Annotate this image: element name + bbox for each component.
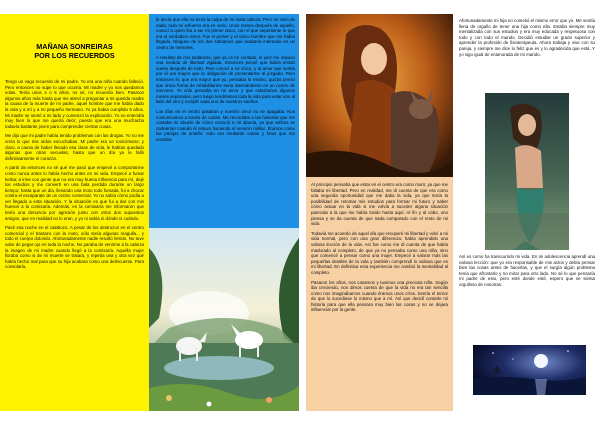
column-4 — [453, 14, 600, 411]
column-2-text — [149, 14, 299, 142]
paragraph: Pasé esa noche en el calabozo. A pesar de los destrozos en el centro comercial y el trastazo con la moto, sólo tenía algunas magulla... y todo el cuerpo dolorido. Afortunadamente nadie resultó herido. No tuve valor de pegar ojo en toda la noche. No paraba de venirme a la cabeza la imagen de mi madre cuando llegó a la comisaría. Aquella mujer lloraba como si de mi muerte se tratara, y repetía una y otra vez qué había hecho mal para que su hija acabara como una delincuente. Para consolarla, — [5, 225, 144, 270]
column-4-top-text — [453, 14, 600, 57]
paragraph: Al principio pensaba que estar en el centro era como morir, ya que me faltaba mi libertad. Pero en realidad, me di cuenta de que era como una segunda oportunidad que me daba la vida, ya que tenía la posibilidad de retomar mis estudios para formar mi futuro y saber cómo actuar en la vida si me volvía a suceder alguna situación parecida a la que me había traído hasta aquí. Al fin y al cabo, uno piensa y se da cuenta de que nada comparado con el resto de mi vida. — [311, 182, 448, 227]
column-4-bottom-text — [453, 250, 600, 292]
column-1 — [0, 14, 149, 411]
paragraph: Así es como ha transcurrido mi vida. En mi adolescencia aprendí una valiosa lección: que yo era responsable de mis actos y debía pensar bien las cosas antes de hacerlas, y que el surgía algún problema tenía que afrontarlo y no mirar para otro lado. No sé lo que pensaría mi padre de esto, pero esté donde esté, espero que se sienta orgulloso de nosotras. — [459, 254, 595, 287]
paragraph: Me dijo que mi padre había tenido problemas con las drogas. Yo no me creía lo que mis oídos escuchaban. Mi padre era un toxicómano; y claro, a causa de haber llevado esa clase de vida, le habían quedado algunas que otras secuelas, hasta que un día ya le falló definitivamente el corazón. — [5, 133, 144, 161]
mermaid-illustration — [485, 93, 569, 250]
paragraph: Los días en el centro pasaban y nuestro amor no se apagaba. Nos comunicamos a través de cartas. Me recordaba a las historias que me contaba mi abuelo de cómo conoció a mi abuela, ya que ambos se cartearían cuando él estuvo haciendo el servicio militar. Éramos como las parejas de antaño: todo era mediante cartas y fotos que me enviaba. — [156, 108, 295, 142]
woman-with-wolf-illustration — [306, 14, 453, 177]
paragraph: A partir de entonces no sé qué me pasó que empecé a comportarme como nunca antes lo había hecho antes en mi vida. Empecé a fumar tierba; a irme con gente que no era muy buena influencia para mí, dejé los estudios y me convertí en una bala perdida durante un largo tiempo; hasta que un día, llevando una moto todo fumada, fui a chocar contra el escaparate de un centro comercial. Yo no sabía cómo podía a ver llegado a esta situación. Y la situación es que fui a dar con mis huesos a la comisaría. Además, en la comisaría me informaron que tenía una denuncia por agresión junto con otros dos supuestos amigos, que en realidad no lo eran, y yo ni sabía ni dónde ni cuándo. — [5, 165, 144, 221]
paragraph: Afortunadamente mi hija no cometió el mismo error que yo. Me sentía llena de orgullo de tener una hija como ella. Estaba siempre muy mentalizada con sus estudios y era muy educada y respetuosa con todo y con todo el mundo. Decidió estudiar un grado superior y aprender la profesión de fisioterapeuta. Ahora trabaja y vive con su pareja, y siempre me dice lo feliz que es y lo agradecida que está. Y yo sigo igual de enamorada de mi marido. — [459, 18, 595, 57]
paragraph: Tengo un vago recuerdo de mi padre. Yo era una niña cuando falleció. Pero entonces no supe lo que ocurría. Mi madre y yo nos quedamos solas. Tenía unos 4 o 5 años, no sé, no recuerdo bien. Pasaron algunos años más hasta que me atreví a preguntar a mi querida madre la causa de la muerte de mi padre, aquel hombre que me había dado la vida y a mí y a mi pequeño hermano. Yo ya había cumplido 9 años. Mi madre se sentó a mi lado y comenzó la explicación. Yo no entendía muy bien lo que me quería decir, puesto que era una muchacha todavía bastante joven para comprender ciertas cosas. — [5, 79, 144, 129]
title-line-2: POR LOS RECUERDOS — [34, 51, 115, 60]
story-title — [5, 42, 144, 60]
column-3-text — [306, 182, 453, 317]
fantasy-unicorn-illustration — [149, 228, 299, 411]
night-moon-sea-illustration — [473, 345, 586, 395]
paragraph: Pasaron los años, nos casamos y tuvimos una preciosa niña. Según iba creciendo, nos dimos cuenta de que la vida no era tan sencilla como nos imaginábamos cuando éramos unos críos. Sentía el temor de que lo sucediese lo mismo que a mí. Así que decidí contarle mi historia para que ella pensara muy bien las cosas y no se dejara influenciar por la gente. — [311, 279, 448, 313]
title-line-1: MAÑANA SONREIRAS — [36, 42, 113, 51]
column-3 — [306, 14, 453, 411]
paragraph: Todavía me acuerdo de aquel día que recuperé mi libertad y volví a mi vida normal, pero con una gran diferencia: había aprendido una valiosa lección de la vida. Así fue como me di cuenta de que había madurado al completo, de que ya no pensaba como una niña, sino que comencé a pensar como una mujer. Empecé a valorar más las pequeñas detalles de la vida y también comprendí lo valiosa que es mi libertad. En definitiva esta experiencia me cambió la mentalidad al completo. — [311, 230, 448, 275]
paragraph: A resultas de mis andanzas, que ya os he contado, el juez me impuso una medida de libertad vigilada. Entonces pensé que había tenido suerte después de todo. Pero conocí a mi chico, y al amor que sentía por él era mayor que la obligación de presentarme al juzgado. Pero entonces él, que era mayor que yo, pensaba lo mismo, quizás pensó que única forma de rehabilitarme sería internándome en un centro de menores. Yo sólo pensaba en mi amor y que estaríamos algunos meses separados, pero luego tendríamos toda la vida para estar uno al lado del otro y cumplir cada uno de nuestros sueños. — [156, 54, 295, 105]
column-2 — [149, 14, 299, 411]
paragraph: le decía que ella no tenía la culpa de mi mala cabeza. Pero mi simó de nada, todo mi esfuerzo era en vano. Unos meses después de aquello, conocí a quien iba a ser mi primer amor, con el que sepertiente lo que era el verdadero amor. Fue el primer y el único hombre que me había llegado. Ninguno de los dos sabíamos que acabaría internado en un centro de menores. — [156, 17, 295, 50]
